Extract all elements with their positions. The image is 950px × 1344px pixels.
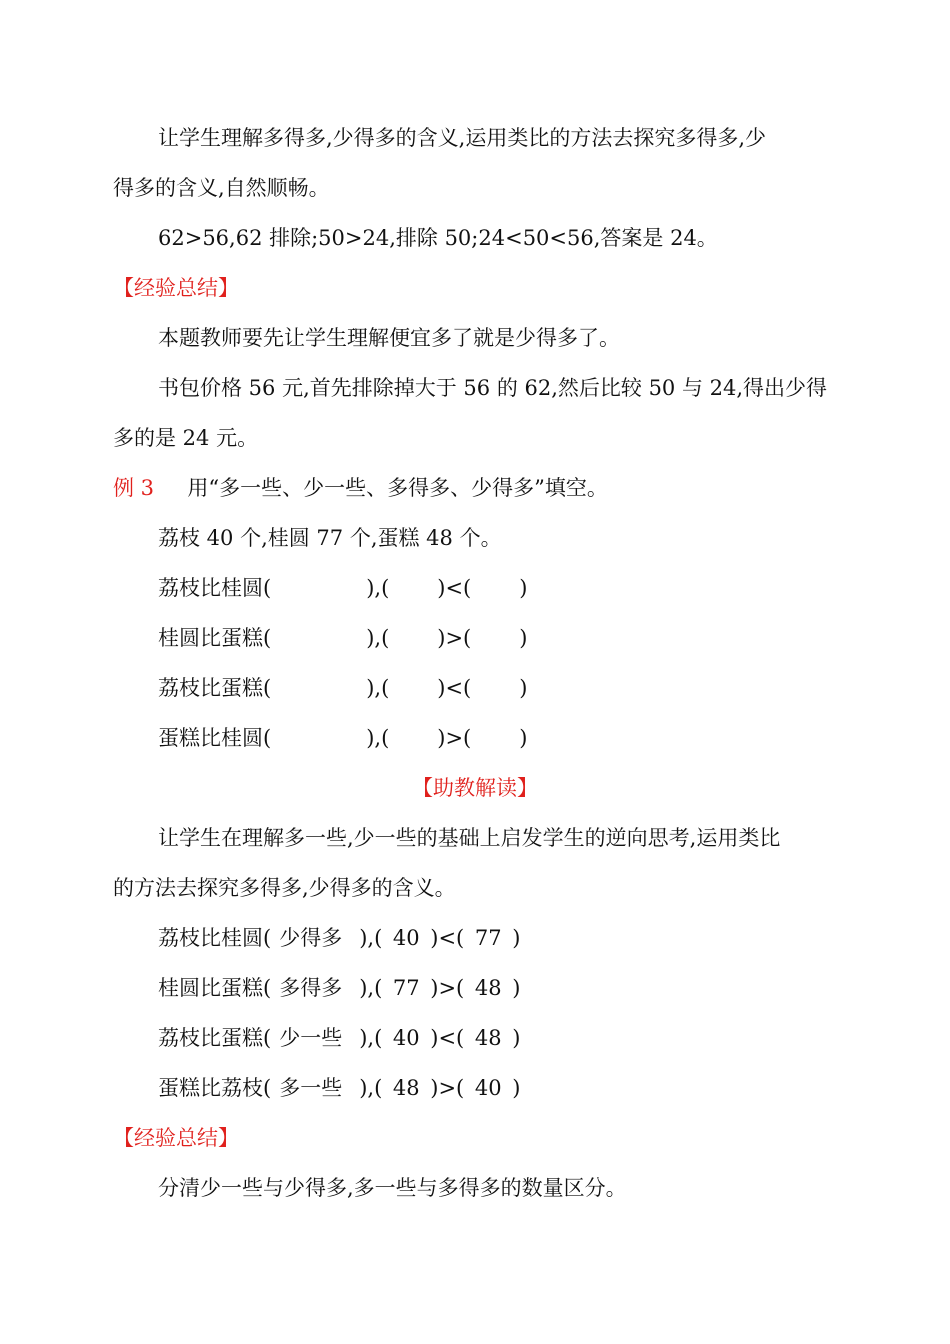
row-separator: ),( (366, 626, 390, 650)
answer-row (158, 1024, 520, 1052)
row-operator: )<( (437, 676, 472, 700)
row-separator: ),( (359, 1076, 383, 1100)
row-value-a: 40 (392, 1026, 420, 1050)
row-subject: 桂圆比蛋糕( (158, 976, 272, 1000)
row-value-b: 48 (474, 1026, 502, 1050)
row-separator: ),( (359, 976, 383, 1000)
row-end: ) (512, 926, 521, 950)
row-operator: )>( (430, 1076, 465, 1100)
row-subject: 蛋糕比桂圆( (158, 726, 272, 750)
answer-row (158, 1074, 520, 1102)
row-separator: ),( (359, 1026, 383, 1050)
row-answer: 少得多 (279, 926, 343, 950)
paragraph-line: 让学生理解多得多,少得多的含义,运用类比的方法去探究多得多,少 (158, 126, 767, 150)
row-end: ) (519, 626, 528, 650)
row-end: ) (519, 676, 528, 700)
row-separator: ),( (366, 576, 390, 600)
blank-row (158, 574, 527, 602)
row-value-a: 40 (392, 926, 420, 950)
row-subject: 荔枝比桂圆( (158, 926, 272, 950)
row-value-b: 77 (474, 926, 502, 950)
row-value-b: 48 (474, 976, 502, 1000)
paragraph-line: 本题教师要先让学生理解便宜多了就是少得多了。 (158, 326, 620, 350)
row-answer: 多得多 (279, 976, 343, 1000)
paragraph-line: 分清少一些与少得多,多一些与多得多的数量区分。 (158, 1176, 627, 1200)
row-subject: 荔枝比蛋糕( (158, 1026, 272, 1050)
row-operator: )>( (430, 976, 465, 1000)
row-subject: 荔枝比桂圆( (158, 576, 272, 600)
row-separator: ),( (359, 926, 383, 950)
paragraph-line: 的方法去探究多得多,少得多的含义。 (113, 876, 456, 900)
row-value-b: 40 (474, 1076, 502, 1100)
row-end: ) (512, 1076, 521, 1100)
paragraph-line: 书包价格 56 元,首先排除掉大于 56 的 62,然后比较 50 与 24,得出少得 (158, 376, 828, 400)
row-answer: 少一些 (279, 1026, 343, 1050)
section-heading: 【经验总结】 (113, 276, 239, 300)
paragraph-line: 让学生在理解多一些,少一些的基础上启发学生的逆向思考,运用类比 (158, 826, 781, 850)
example-label: 例 3 (113, 476, 155, 500)
row-separator: ),( (366, 726, 390, 750)
row-operator: )>( (437, 626, 472, 650)
example-title (113, 474, 608, 502)
row-subject: 蛋糕比荔枝( (158, 1076, 272, 1100)
paragraph-line: 得多的含义,自然顺畅。 (113, 176, 330, 200)
row-subject: 桂圆比蛋糕( (158, 626, 272, 650)
paragraph-line: 多的是 24 元。 (113, 426, 259, 450)
example-question: 用“多一些、少一些、多得多、少得多”填空。 (187, 476, 608, 500)
row-end: ) (519, 726, 528, 750)
blank-row (158, 674, 527, 702)
section-heading-centered: 【助教解读】 (412, 776, 538, 800)
row-separator: ),( (366, 676, 390, 700)
row-operator: )>( (437, 726, 472, 750)
blank-row (158, 624, 527, 652)
row-end: ) (512, 976, 521, 1000)
row-answer: 多一些 (279, 1076, 343, 1100)
row-end: ) (519, 576, 528, 600)
row-operator: )<( (430, 1026, 465, 1050)
row-operator: )<( (437, 576, 472, 600)
section-heading: 【经验总结】 (113, 1126, 239, 1150)
row-end: ) (512, 1026, 521, 1050)
row-value-a: 48 (392, 1076, 420, 1100)
example-facts: 荔枝 40 个,桂圆 77 个,蛋糕 48 个。 (158, 526, 502, 550)
answer-row (158, 924, 520, 952)
row-operator: )<( (430, 926, 465, 950)
blank-row (158, 724, 527, 752)
answer-row (158, 974, 520, 1002)
row-subject: 荔枝比蛋糕( (158, 676, 272, 700)
row-value-a: 77 (392, 976, 420, 1000)
answer-reasoning: 62>56,62 排除;50>24,排除 50;24<50<56,答案是 24。 (158, 226, 718, 250)
